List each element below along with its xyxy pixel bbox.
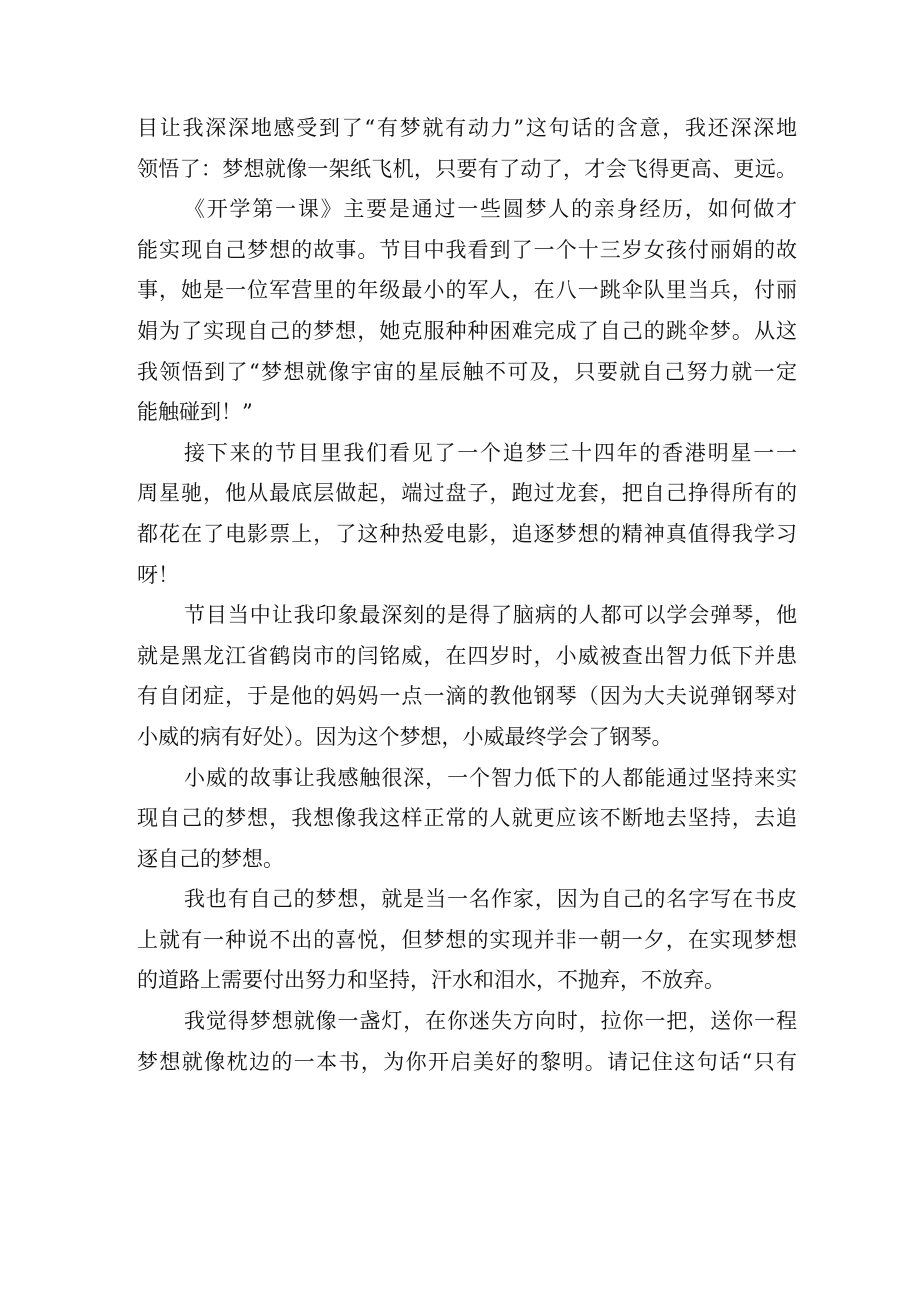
paragraph-end-line: 逐自己的梦想。: [137, 846, 284, 871]
paragraph-start-line: 节目当中让我印象最深刻的是得了脑病的人都可以学会弹琴，他: [184, 603, 797, 628]
essay-body: [137, 108, 797, 1082]
text-line: 现自己的梦想，我想像我这样正常的人就更应该不断地去坚持，去追: [137, 806, 797, 831]
paragraph-start-line: 我觉得梦想就像一盏灯，在你迷失方向时，拉你一把，送你一程: [184, 1009, 797, 1034]
text-line: 事，她是一位军营里的年级最小的军人，在八一跳伞队里当兵，付丽: [137, 278, 797, 303]
paragraph-end-line: 能触碰到！”: [137, 400, 253, 425]
text-line: 娟为了实现自己的梦想，她克服种种困难完成了自己的跳伞梦。从这: [137, 318, 797, 343]
text-line: 有自闭症，于是他的妈妈一点一滴的教他钢琴（因为大夫说弹钢琴对: [137, 684, 797, 709]
text-line: 领悟了：梦想就像一架纸飞机，只要有了动了，才会飞得更高、更远。: [137, 156, 797, 181]
paragraph-start-line: 接下来的节目里我们看见了一个追梦三十四年的香港明星一一: [184, 440, 797, 465]
paragraph-start-line: 《开学第一课》主要是通过一些圆梦人的亲身经历，如何做才: [184, 197, 797, 222]
text-line: 目让我深深地感受到了“有梦就有动力”这句话的含意，我还深深地: [137, 116, 797, 140]
text-line: 都花在了电影票上，了这种热爱电影，追逐梦想的精神真值得我学习: [137, 521, 797, 546]
text-line: 周星驰，他从最底层做起，端过盘子，跑过龙套，把自己挣得所有的: [137, 481, 797, 506]
paragraph-start-line: 我也有自己的梦想，就是当一名作家，因为自己的名字写在书皮: [184, 887, 797, 912]
text-line: 上就有一种说不出的喜悦，但梦想的实现并非一朝一夕，在实现梦想: [137, 927, 797, 952]
paragraph-start-line: 小威的故事让我感触很深，一个智力低下的人都能通过坚持来实: [184, 765, 797, 790]
paragraph-end-line: 呀！: [137, 562, 179, 587]
text-line: 梦想就像枕边的一本书，为你开启美好的黎明。请记住这句话“只有: [137, 1049, 797, 1074]
text-line: 能实现自己梦想的故事。节目中我看到了一个十三岁女孩付丽娟的故: [137, 237, 797, 262]
paragraph-end-line: 的道路上需要付出努力和坚持，汗水和泪水，不抛弃，不放弃。: [137, 968, 725, 993]
text-line: 我领悟到了“梦想就像宇宙的星辰触不可及，只要就自己努力就一定: [137, 359, 797, 384]
text-line: 就是黑龙江省鹤岗市的闫铭威，在四岁时，小威被查出智力低下并患: [137, 643, 797, 668]
paragraph-end-line: 小威的病有好处）。因为这个梦想，小威最终学会了钢琴。: [137, 724, 673, 749]
